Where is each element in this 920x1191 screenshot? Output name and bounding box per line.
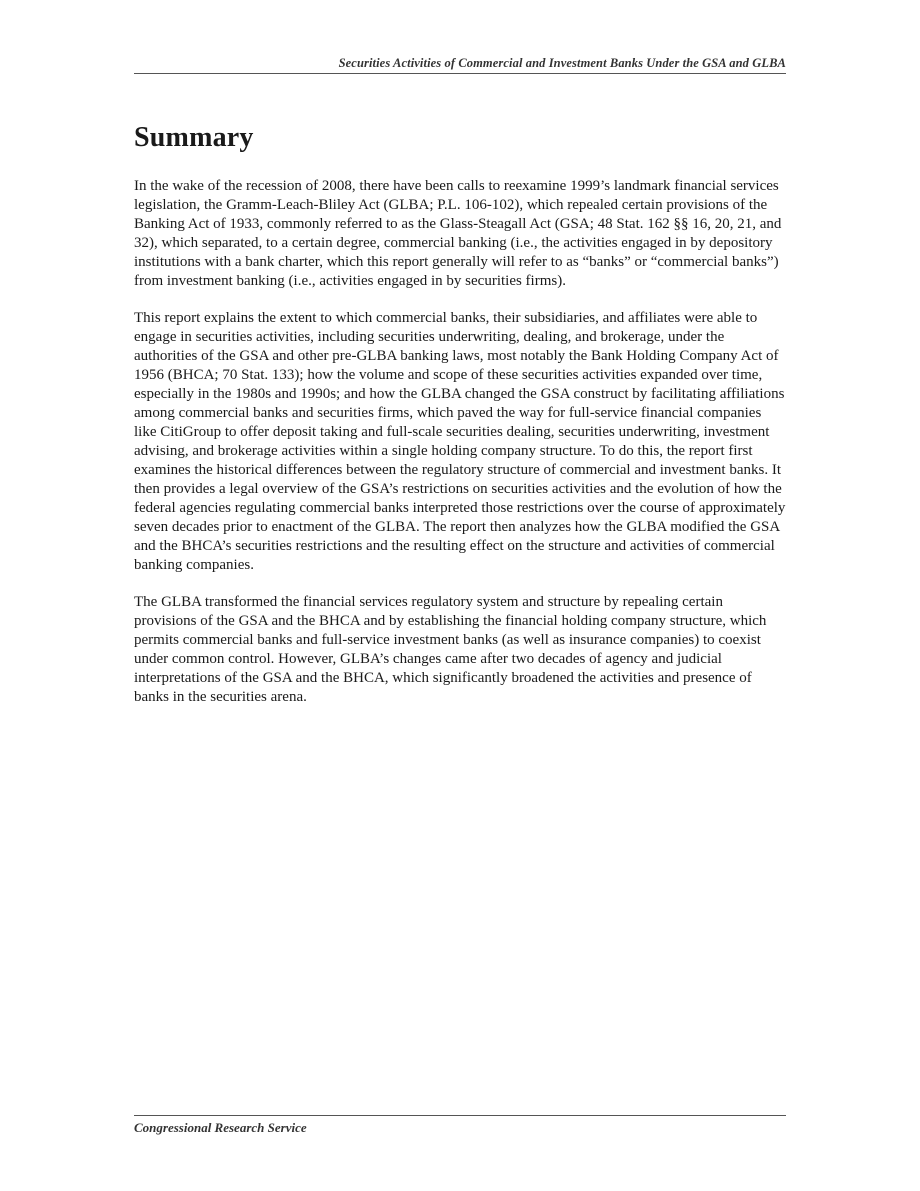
footer-publisher: Congressional Research Service (134, 1120, 307, 1135)
paragraph-1: In the wake of the recession of 2008, there have been calls to reexamine 1999’s landmark financial services legislation, the Gramm-Leach-Bliley Act (GLBA; P.L. 106-102), which repealed certain provisions of the Banking Act of 1933, commonly referred to as the Glass-Steagall Act (GSA; 48 Stat. 162 §§ 16, 20, 21, and 32), which separated, to a certain degree, commercial banking (i.e., the activities engaged in by depository institutions with a bank charter, which this report generally will refer to as “banks” or “commercial banks”) from investment banking (i.e., activities engaged in by securities firms). (134, 178, 782, 289)
header-divider (134, 73, 786, 74)
paragraph-3: The GLBA transformed the financial services regulatory system and structure by repealing certain provisions of the GSA and the BHCA and by establishing the financial holding company structure, which permits commercial banks and full-service investment banks (as well as insurance companies) to coexist under common control. However, GLBA’s changes came after two decades of agency and judicial interpretations of the GSA and the BHCA, which significantly broadened the activities and presence of banks in the securities arena. (134, 594, 767, 705)
running-header: Securities Activities of Commercial and Investment Banks Under the GSA and GLBA (338, 56, 786, 70)
footer-divider (134, 1115, 786, 1116)
page-title: Summary (134, 122, 254, 153)
paragraph-2: This report explains the extent to which commercial banks, their subsidiaries, and affiliates were able to engage in securities activities, including securities underwriting, dealing, and brokerage, under the authorities of the GSA and other pre-GLBA banking laws, most notably the Bank Holding Company Act of 1956 (BHCA; 70 Stat. 133); how the volume and scope of these securities activities expanded over time, especially in the 1980s and 1990s; and how the GLBA changed the GSA construct by facilitating affiliations among commercial banks and securities firms, which paved the way for full-service financial companies like CitiGroup to offer deposit taking and full-scale securities dealing, securities underwriting, investment advising, and brokerage activities within a single holding company structure. To do this, the report first examines the historical differences between the regulatory structure of commercial and investment banks. It then provides a legal overview of the GSA’s restrictions on securities activities and the evolution of how the federal agencies regulating commercial banks interpreted those restrictions over the course of approximately seven decades prior to enactment of the GLBA. The report then analyzes how the GLBA modified the GSA and the BHCA’s securities restrictions and the resulting effect on the structure and activities of commercial banking companies. (134, 310, 786, 573)
summary-body (134, 177, 786, 725)
